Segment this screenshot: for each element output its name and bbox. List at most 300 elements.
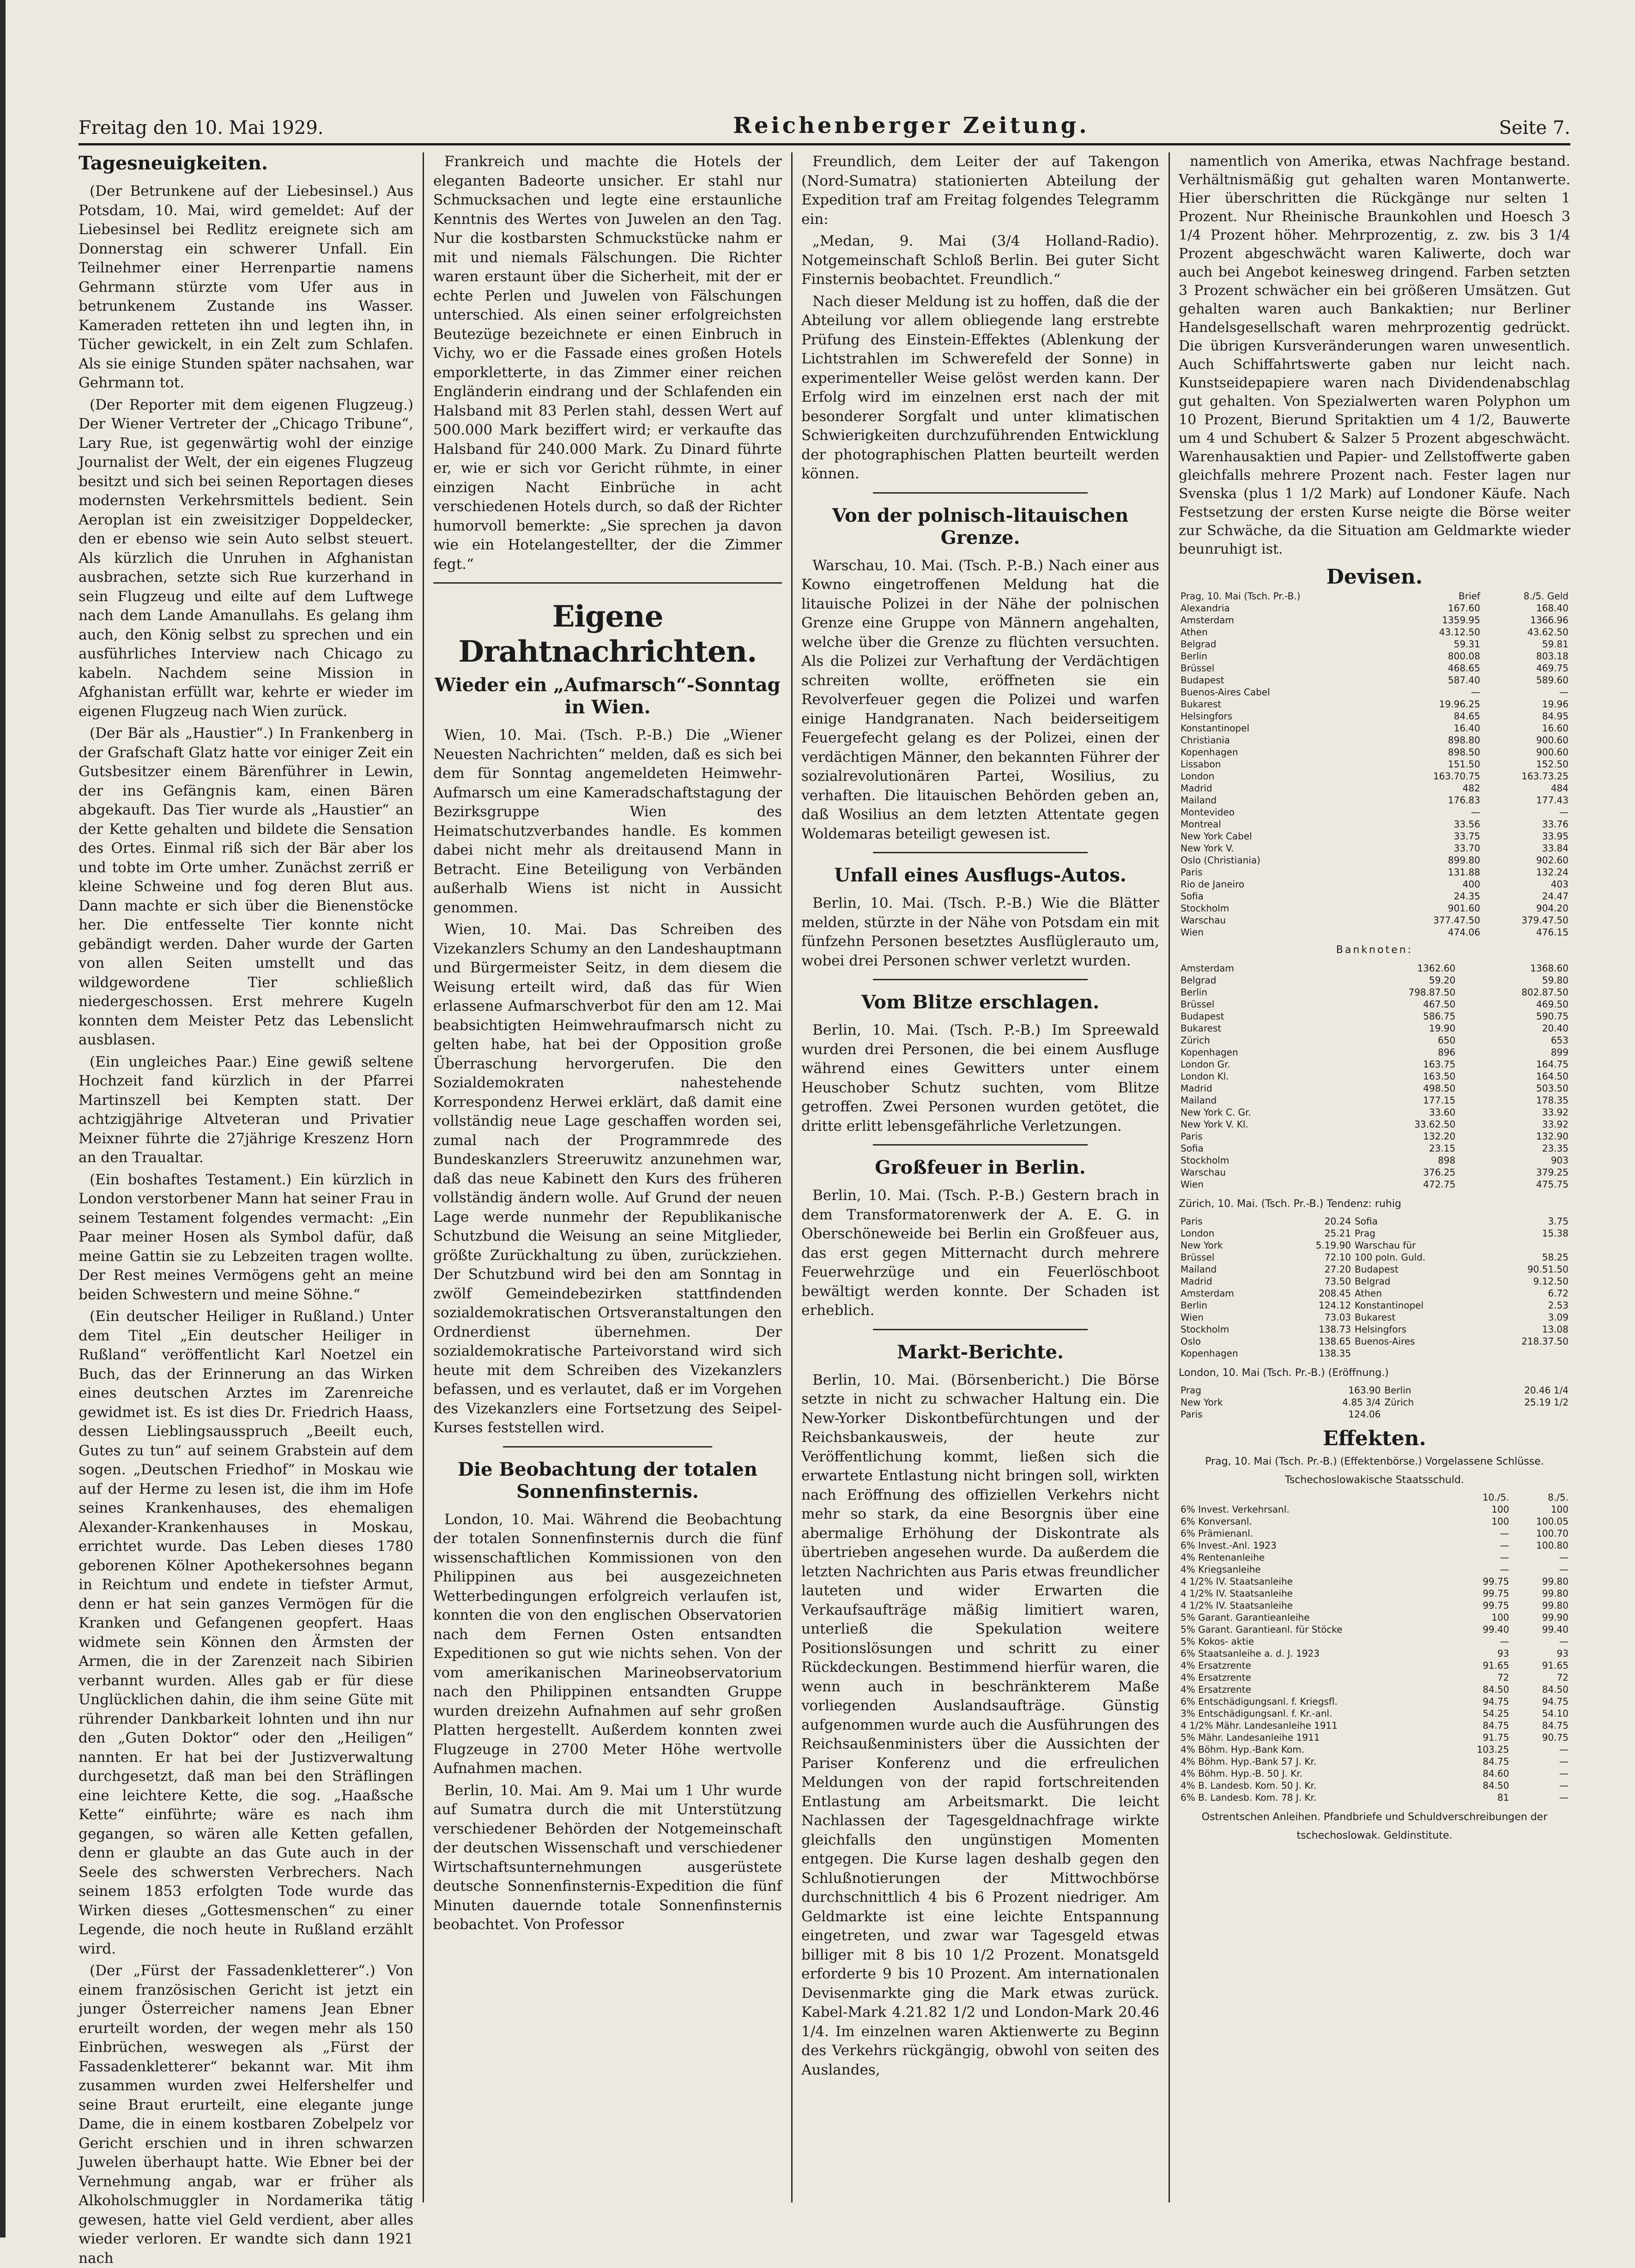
table-cell: 99.75 [1483, 1576, 1509, 1587]
news-item: (Der Reporter mit dem eigenen Flugzeug.) Der Wiener Vertreter der „Chicago Tribune“, Lary Rue, ist gegenwärtig wohl der einzige Journalist der Welt, der ein eigenes Flugzeug besitzt und sich bei seinen Reportagen dieses modernsten Verkehrsmittels bedient. Sein Aeroplan ist ein zweisitziger Doppeldecker, den er ebenso wie sein Auto selbst steuert. Als kürzlich die Unruhen in Afghanistan ausbrachen, setzte sich Rue kurzerhand in sein Flugzeug und eilte auf dem Luftwege nach dem Lande Amanullahs. Es gelang ihm auch, den König selbst zu sprechen und ein ausführliches Interview nach Chicago zu kabeln. Nachdem seine Mission in Afghanistan erfüllt war, kehrte er wieder im eigenen Flugzeug nach Wien zurück. [79, 396, 413, 720]
table-cell: 475.75 [1536, 1179, 1568, 1190]
table-cell: 6% B. Landesb. Kom. 78 J. Kr. [1181, 1792, 1317, 1803]
table-row [1179, 1659, 1570, 1671]
table-cell: 90.51.50 [1527, 1264, 1568, 1275]
table-cell: 93 [1556, 1648, 1568, 1659]
table-cell: 900.60 [1536, 735, 1568, 746]
article-paragraph: Nach dieser Meldung ist zu hoffen, daß die der Abteilung vor allem obliegende lang erstrebte Prüfung des Einstein-Effektes (Ablenkung der Lichtstrahlen im Schwerefeld der Sonne) in experimenteller Weise gelöst werden kann. Der Erfolg wird im einzelnen erst nach der mit besonderer Sorgfalt und unter klimatischen Schwierigkeiten durchzuführenden Entwicklung der photographischen Platten beurteilt werden können. [801, 293, 1159, 482]
effekten-rows [1179, 1503, 1570, 1804]
article-paragraph: Berlin, 10. Mai. (Tsch. P.-B.) Gestern brach in dem Transformatorenwerk der A. E. G. in Oberschöneweide bei Berlin ein Großfeuer aus, das erst gegen Mitternacht durch mehrere Feuerwehrzüge und ein Feuerlöschboot bewältigt werden konnte. Der Schaden ist erheblich. [801, 1187, 1159, 1319]
table-row [1179, 818, 1570, 830]
divider [433, 582, 782, 584]
table-cell: 798.87.50 [1408, 987, 1456, 998]
article-paragraph: Berlin, 10. Mai. (Tsch. P.-B.) Im Spreewald wurden drei Personen, die bei einem Ausfluge während eines Gewitters unter einem Heuschober Schutz suchten, vom Blitze getroffen. Zwei Personen wurden getötet, die dritte erlitt lebensgefährliche Verletzungen. [801, 1022, 1159, 1134]
table-cell: 902.60 [1536, 855, 1568, 866]
table-cell: — [1500, 1564, 1509, 1575]
table-cell: Rio de Janeiro [1181, 879, 1245, 890]
table-cell: Belgrad [1355, 1276, 1391, 1287]
table-cell: Helsingfors [1355, 1324, 1407, 1335]
table-cell: 33.92 [1542, 1119, 1568, 1130]
table-cell: 20.40 [1542, 1023, 1568, 1034]
table-cell: Prag [1181, 1385, 1201, 1396]
london-rows [1179, 1384, 1570, 1420]
table-cell: 400 [1462, 879, 1480, 890]
table-row [1179, 1719, 1570, 1731]
table-cell: 176.83 [1447, 795, 1480, 806]
table-header-row [1179, 590, 1570, 602]
table-cell: 5% Mähr. Landesanleihe 1911 [1181, 1732, 1320, 1743]
table-row [1179, 770, 1570, 782]
table-cell: 33.95 [1542, 831, 1568, 842]
table-cell: 43.62.50 [1527, 627, 1568, 638]
table-cell: — [1500, 1528, 1509, 1539]
table-cell: 94.75 [1483, 1696, 1509, 1707]
table-cell: Brüssel [1181, 999, 1215, 1010]
table-cell: 99.40 [1542, 1624, 1568, 1635]
table-cell: 4% Kriegsanleihe [1181, 1564, 1261, 1575]
table-cell: 91.65 [1542, 1660, 1568, 1671]
table-row [1179, 1384, 1570, 1396]
london-heading: London, 10. Mai (Tsch. Pr.-B.) (Eröffnung.) [1179, 1367, 1389, 1379]
table-row [1179, 794, 1570, 806]
table-cell: 84.75 [1542, 1720, 1568, 1731]
table-cell: 72 [1556, 1672, 1568, 1683]
table-row [1179, 1743, 1570, 1755]
table-row [1179, 1263, 1570, 1275]
table-cell: 9.12.50 [1533, 1276, 1568, 1287]
table-row [1179, 1695, 1570, 1707]
table-cell: 152.50 [1536, 759, 1568, 770]
table-cell: 590.75 [1536, 1011, 1568, 1022]
table-cell: — [1559, 1636, 1568, 1647]
table-cell: Warschau [1181, 1167, 1226, 1178]
table-cell: 4 1/2% IV. Staatsanleihe [1181, 1576, 1293, 1587]
table-cell: 896 [1438, 1047, 1456, 1058]
table-cell: 167.60 [1447, 603, 1480, 614]
table-cell: 163.75 [1423, 1059, 1456, 1070]
table-cell: Budapest [1181, 1011, 1224, 1022]
table-cell: Kopenhagen [1181, 1047, 1238, 1058]
table-cell: 24.47 [1542, 891, 1568, 902]
table-cell: 4 1/2% IV. Staatsanleihe [1181, 1600, 1293, 1611]
table-header: Brief [1459, 591, 1480, 602]
table-cell: 3.75 [1548, 1216, 1568, 1227]
table-row [1179, 1178, 1570, 1190]
table-row [1179, 746, 1570, 758]
table-cell: 100 [1491, 1516, 1509, 1527]
table-cell: Warschau [1181, 915, 1226, 926]
table-cell: Madrid [1181, 1276, 1212, 1287]
table-row [1179, 686, 1570, 698]
divider [873, 1144, 1088, 1146]
column-divider [423, 152, 424, 2202]
table-cell: 132.20 [1423, 1131, 1456, 1142]
table-cell: — [1559, 687, 1568, 698]
table-cell: 4% Böhm. Hyp.-Bank 57 J. Kr. [1181, 1756, 1317, 1767]
column-divider [1169, 152, 1170, 2202]
table-cell: 467.50 [1423, 999, 1456, 1010]
table-cell: 163.73.25 [1521, 771, 1568, 782]
table-row [1179, 650, 1570, 662]
table-cell: 379.25 [1536, 1167, 1568, 1178]
article-headline: Unfall eines Ausflugs-Autos. [834, 864, 1126, 886]
table-cell: Christiania [1181, 735, 1230, 746]
table-cell: 1366.96 [1530, 615, 1568, 626]
table-cell: 5% Garant. Garantieanleihe [1181, 1612, 1310, 1623]
table-cell: 84.50 [1483, 1780, 1509, 1791]
table-row [1179, 1527, 1570, 1539]
table-row [1179, 1010, 1570, 1022]
table-cell: 4% B. Landesb. Kom. 50 J. Kr. [1181, 1780, 1317, 1791]
effekten-heading: Prag, 10. Mai (Tsch. Pr.-B.) (Effektenbörse.) Vorgelassene Schlüsse. Tschechoslowakische Staatsschuld. [1205, 1456, 1544, 1486]
table-cell: 33.56 [1453, 819, 1480, 830]
table-cell: 84.50 [1483, 1684, 1509, 1695]
table-cell: 19.96.25 [1439, 699, 1480, 710]
table-row [1179, 1118, 1570, 1130]
table-cell: 33.76 [1542, 819, 1568, 830]
table-row [1179, 926, 1570, 938]
table-cell: 100 poln. Guld. [1355, 1252, 1426, 1263]
london-table [1179, 1384, 1570, 1420]
table-cell: Wien [1181, 1179, 1204, 1190]
table-cell: Bukarest [1355, 1312, 1396, 1323]
table-cell: 25.21 [1324, 1228, 1351, 1239]
article-paragraph: Wien, 10. Mai. Das Schreiben des Vizekanzlers Schumy an den Landeshauptmann und Bürgermeister Seitz, in dem diesem die Weisung erteilt wird, daß das für Wien erlassene Aufmarschverbot für den am 12. Mai beabsichtigten Heimwehraufmarsch nicht zu gelten habe, hat bei der Opposition große Überraschung hervorgerufen. Die den Sozialdemokraten nahestehende Korrespondenz Herwei erklärt, daß damit eine vollständig neue Lage geschaffen worden sei, zumal nach der Programmrede des Bundeskanzlers Streeruwitz anzunehmen war, daß das neue Kabinett den Kurs des früheren vollständig ändern wolle. Auf Grund der neuen Lage werde nunmehr der Republikanische Schutzbund die Weisung an seine Mitglieder, größte Zurückhaltung zu üben, zurückziehen. Der Schutzbund wird bei den am Sonntag in zwölf Gemeindebezirken stattfindenden sozialdemokratischen Ortsveranstaltungen den Ordnerdienst übernehmen. Der sozialdemokratische Parteivorstand wird sich heute mit dem Schreiben des Vizekanzlers befassen, und es verlautet, daß er im Vorgehen des Vizekanzlers eine Fortsetzung des Seipel-Kurses feststellen wird. [433, 921, 782, 1436]
table-row [1179, 1215, 1570, 1227]
table-cell: 803.18 [1536, 651, 1568, 662]
table-cell: New York V. [1181, 843, 1234, 854]
table-cell: 27.20 [1324, 1264, 1351, 1275]
table-cell: 1368.60 [1530, 963, 1568, 974]
table-cell: 59.20 [1429, 975, 1456, 986]
article-paragraph: Berlin, 10. Mai. (Börsenbericht.) Die Börse setzte in nicht zu schwacher Haltung ein. Die New-Yorker Diskontbefürchtungen und der Reichsbankausweis, der heute zur Veröffentlichung kommt, ließen sich die erwartete Entlastung nicht bringen soll, wirkten nach Eröffnung des offiziellen Verkehrs nicht mehr so stark, da eine Besorgnis über eine abermalige Erhöhung der Diskontrate als übertrieben angesehen wurde. Da außerdem die letzten Nachrichten aus Paris etwas freundlicher lauteten und wider Erwarten die Verkaufsaufträge mäßig limitiert waren, unterließ die Spekulation weitere Positionslösungen und schritt zu einer Rückdeckungen. Bestimmend hierfür waren, die wenn auch in beschränkterem Maße vorliegenden Auslandsaufträge. Günstig aufgenommen wurde auch die Ausführungen des Reichsaußenministers über die Aussichten der Pariser Konferenz und die erfreulichen Meldungen von der rapid fortschreitenden Entlastung am Arbeitsmarkt. Die leicht Nachlassen der Tagesgeldnachfrage wirkte gleichfalls den ungünstigen Momenten entgegen. Die Kurse lagen deshalb gegen den Schlußnotierungen der Mittwochbörse durchschnittlich 4 bis 6 Prozent niedriger. Am Geldmarkte ist eine leichte Entspannung eingetreten, und zwar war Tagesgeld etwas billiger mit 8 bis 10 1/2 Prozent. Monatsgeld erforderte 9 bis 10 Prozent. Am internationalen Devisenmarkte ging die Mark etwas zurück. Kabel-Mark 4.21.82 1/2 und London-Mark 20.46 1/4. Im einzelnen waren Aktienwerte zu Beginn des Verkehrs rückgängig, obwohl von seiten des Auslandes, [801, 1371, 1159, 2078]
news-item: (Der Betrunkene auf der Liebesinsel.) Aus Potsdam, 10. Mai, wird gemeldet: Auf der Liebesinsel bei Redlitz ereignete sich am Donnerstag ein schwerer Unfall. Ein Teilnehmer einer Herrenpartie namens Gehrmann stürzte vom Ufer aus in betrunkenem Zustande ins Wasser. Kameraden retteten ihn und legten ihn, in Tücher gewickelt, in ein Zelt zum Schlafen. Als sie einige Stunden später nachsahen, war Gehrmann tot. [79, 183, 413, 391]
table-cell: 33.60 [1429, 1107, 1456, 1118]
table-cell: Stockholm [1181, 1155, 1229, 1166]
table-cell: Kopenhagen [1181, 1348, 1238, 1359]
table-row [1179, 722, 1570, 734]
table-row [1179, 1142, 1570, 1154]
table-cell: 163.70.75 [1433, 771, 1480, 782]
banknoten-title: Banknoten: [1336, 944, 1413, 956]
table-row [1179, 1731, 1570, 1743]
banknoten-table [1179, 962, 1570, 1190]
table-cell: 901.60 [1447, 903, 1480, 914]
table-cell: 482 [1462, 783, 1480, 794]
table-cell: 4% Ersatzrente [1181, 1672, 1251, 1683]
banknoten-rows [1179, 962, 1570, 1190]
issue-date: Freitag den 10. Mai 1929. [79, 117, 324, 139]
table-row [1179, 674, 1570, 686]
table-cell: 84.65 [1453, 711, 1480, 722]
table-cell: Oslo (Christiania) [1181, 855, 1260, 866]
table-cell: 33.92 [1542, 1107, 1568, 1118]
table-cell: 59.31 [1453, 639, 1480, 650]
table-cell: 13.08 [1542, 1324, 1568, 1335]
table-row [1179, 662, 1570, 674]
table-cell: 6% Prämienanl. [1181, 1528, 1254, 1539]
table-cell: 103.25 [1477, 1744, 1509, 1755]
table-cell: Wien [1181, 1312, 1204, 1323]
table-cell: 4 1/2% IV. Staatsanleihe [1181, 1588, 1293, 1599]
table-row [1179, 1551, 1570, 1563]
table-cell: 73.50 [1324, 1276, 1351, 1287]
table-cell: Montreal [1181, 819, 1221, 830]
table-cell: New York [1181, 1397, 1223, 1408]
table-cell: 72.10 [1324, 1252, 1351, 1263]
table-cell: 5% Garant. Garantieanl. für Stöcke [1181, 1624, 1343, 1635]
table-cell: 100.05 [1536, 1516, 1568, 1527]
table-row [1179, 1335, 1570, 1347]
table-cell: New York V. Kl. [1181, 1119, 1248, 1130]
table-cell: Amsterdam [1181, 1288, 1235, 1299]
table-row [1179, 1647, 1570, 1659]
table-row [1179, 902, 1570, 914]
table-cell: Stockholm [1181, 1324, 1229, 1335]
table-cell: 469.50 [1536, 999, 1568, 1010]
table-row [1179, 1635, 1570, 1647]
table-row [1179, 1239, 1570, 1251]
table-cell: 218.37.50 [1521, 1336, 1568, 1347]
table-cell: 20.46 1/4 [1524, 1385, 1568, 1396]
divider [503, 1446, 712, 1448]
table-row [1179, 914, 1570, 926]
table-row [1179, 1070, 1570, 1082]
table-cell: 99.75 [1483, 1588, 1509, 1599]
table-cell: Budapest [1181, 675, 1224, 686]
table-cell: 84.50 [1542, 1684, 1568, 1695]
table-cell: Oslo [1181, 1336, 1201, 1347]
table-header-row [1179, 1491, 1570, 1503]
table-row [1179, 1575, 1570, 1587]
table-cell: 5% Kokos- aktie [1181, 1636, 1254, 1647]
table-row [1179, 1034, 1570, 1046]
table-cell: — [1500, 1552, 1509, 1563]
table-cell: Wien [1181, 927, 1204, 938]
table-cell: Budapest [1355, 1264, 1399, 1275]
table-cell: Buenos-Aires [1355, 1336, 1415, 1347]
table-row [1179, 1671, 1570, 1683]
table-cell: 100 [1550, 1504, 1568, 1515]
table-cell: 91.75 [1483, 1732, 1509, 1743]
table-row [1179, 1791, 1570, 1804]
table-cell: 24.35 [1453, 891, 1480, 902]
table-cell: Kopenhagen [1181, 747, 1238, 758]
table-cell: 58.25 [1542, 1252, 1568, 1263]
zuerich-rows [1179, 1215, 1570, 1359]
table-cell: 99.80 [1542, 1600, 1568, 1611]
table-cell: 54.10 [1542, 1708, 1568, 1719]
table-row [1179, 1166, 1570, 1178]
table-cell: Mailand [1181, 795, 1217, 806]
table-cell: Buenos-Aires Cabel [1181, 687, 1270, 698]
table-cell: Berlin [1181, 987, 1208, 998]
column-1 [79, 152, 413, 2267]
table-cell: 138.73 [1319, 1324, 1351, 1335]
masthead-rule [79, 143, 1570, 145]
column-3 [801, 152, 1159, 2202]
table-row [1179, 866, 1570, 878]
table-header [1179, 1491, 1452, 1503]
table-cell: Sofia [1355, 1216, 1378, 1227]
table-cell: 4% Böhm. Hyp.-Bank Kom. [1181, 1744, 1305, 1755]
devisen-rows [1179, 602, 1570, 938]
table-cell: 802.87.50 [1521, 987, 1568, 998]
table-cell: Mailand [1181, 1095, 1217, 1106]
table-cell: 6% Staatsanleihe a. d. J. 1923 [1181, 1648, 1320, 1659]
table-cell: 84.95 [1542, 711, 1568, 722]
table-cell: Paris [1181, 1409, 1203, 1420]
table-row [1179, 974, 1570, 986]
table-cell: Bukarest [1181, 1023, 1222, 1034]
table-row [1179, 1130, 1570, 1142]
table-cell: Montevideo [1181, 807, 1235, 818]
table-row [1179, 890, 1570, 902]
table-cell: Amsterdam [1181, 963, 1235, 974]
table-cell: 587.40 [1447, 675, 1480, 686]
table-cell: 84.75 [1483, 1720, 1509, 1731]
table-cell: — [1559, 1564, 1568, 1575]
table-cell: Mailand [1181, 1264, 1217, 1275]
table-row [1179, 710, 1570, 722]
table-cell: 6% Konversanl. [1181, 1516, 1252, 1527]
table-cell: London Kl. [1181, 1071, 1229, 1082]
table-cell: 403 [1550, 879, 1568, 890]
table-cell: 3% Entschädigungsanl. f. Kr.-anl. [1181, 1708, 1332, 1719]
table-row [1179, 1503, 1570, 1515]
table-cell: 904.20 [1536, 903, 1568, 914]
table-cell: 33.70 [1453, 843, 1480, 854]
table-cell: 3.09 [1548, 1312, 1568, 1323]
table-row [1179, 854, 1570, 866]
table-cell: 33.75 [1453, 831, 1480, 842]
effekten-title: Effekten. [1323, 1427, 1426, 1450]
table-cell: 589.60 [1536, 675, 1568, 686]
newspaper-title: Reichenberger Zeitung. [733, 113, 1090, 139]
table-cell [1382, 1408, 1459, 1420]
table-cell: 23.35 [1542, 1143, 1568, 1154]
table-cell: 100.70 [1536, 1528, 1568, 1539]
article-continuation: Frankreich und machte die Hotels der eleganten Badeorte unsicher. Er stahl nur Schmucksachen und legte eine erstaunliche Kenntnis des Wertes von Juwelen an den Tag. Nur die kostbarsten Schmuckstücke nahm er mit und niemals Fälschungen. Die Richter waren erstaunt über die Sicherheit, mit der er echte Perlen und Juwelen von Fälschungen unterschied. Als einen seiner erfolgreichsten Beutezüge bezeichnete er einen Einbruch in Vichy, wo er die Fassade eines großen Hotels emporkletterte, in das Zimmer einer reichen Engländerin eindrang und der Schlafenden ein Halsband mit 83 Perlen stahl, dessen Wert auf 500.000 Mark beziffert wird; er verkaufte das Halsband für 240.000 Mark. Zu Dinard führte er, wie er sich vor Gericht rühmte, in einer einzigen Nacht Einbrüche in acht verschiedenen Hotels durch, so daß der Richter humorvoll bemerkte: „Sie sprechen ja davon wie ein Hotelangestellter, der die Zimmer fegt.“ [433, 153, 782, 573]
table-cell: Warschau für [1355, 1240, 1416, 1251]
divider [873, 979, 1088, 980]
table-cell: London [1181, 771, 1215, 782]
article-headline: Markt-Berichte. [897, 1341, 1064, 1363]
table-cell: New York C. Gr. [1181, 1107, 1251, 1118]
table-row [1179, 1022, 1570, 1034]
table-cell: Bukarest [1181, 699, 1222, 710]
table-cell [1482, 1239, 1570, 1251]
table-cell: 19.90 [1429, 1023, 1456, 1034]
table-row [1179, 1275, 1570, 1287]
table-cell: 124.12 [1319, 1300, 1351, 1311]
table-cell: 99.40 [1483, 1624, 1509, 1635]
article-headline: Von der polnisch-litauischen Grenze. [832, 504, 1129, 549]
table-cell: 476.15 [1536, 927, 1568, 938]
table-cell: London Gr. [1181, 1059, 1230, 1070]
table-cell: Sofia [1181, 891, 1204, 902]
table-cell: Belgrad [1181, 639, 1217, 650]
table-cell: 898.80 [1447, 735, 1480, 746]
table-cell: 898 [1438, 1155, 1456, 1166]
table-cell: New York Cabel [1181, 831, 1252, 842]
table-cell: 25.19 1/2 [1524, 1397, 1568, 1408]
devisen-table [1179, 590, 1570, 938]
table-cell: 99.75 [1483, 1600, 1509, 1611]
table-cell: 99.90 [1542, 1612, 1568, 1623]
article-paragraph: Wien, 10. Mai. (Tsch. P.-B.) Die „Wiener Neuesten Nachrichten“ melden, daß es sich bei dem für Sonntag angemeldeten Heimwehr-Aufmarsch um eine Kameradschaftstagung der Bezirksgruppe Wien des Heimatschutzverbandes handle. Es kommen dabei nicht mehr als dreitausend Mann in Betracht. Eine Beteiligung von Verbänden außerhalb Wiens ist nicht in Aussicht genommen. [433, 727, 782, 916]
table-cell: 72 [1497, 1672, 1509, 1683]
table-cell: 6% Invest. Verkehrsanl. [1181, 1504, 1290, 1515]
table-cell: 376.25 [1423, 1167, 1456, 1178]
table-row [1179, 1058, 1570, 1070]
article-headline: Wieder ein „Aufmarsch“-Sonntag in Wien. [435, 674, 781, 718]
table-row [1179, 806, 1570, 818]
article-paragraph: Warschau, 10. Mai. (Tsch. P.-B.) Nach einer aus Kowno eingetroffenen Meldung hat die litauische Polizei in der Nähe der polnischen Grenze eine Gruppe von Männern angehalten, welche über die Grenze zu flüchten versuchten. Als die Polizei zur Verhaftung der Verdächtigen schreiten wollte, eröffneten sie ein Revolverfeuer gegen die Polizei und warfen einige Handgranaten. Nach beiderseitigem Feuergefecht gelang es der Polizei, einen der verdächtigen Männer, den bekannten Führer der sozialrevolutionären Partei, Wosilius, zu verhaften. Die litauischen Behörden geben an, daß Wosilius an dem letzten Attentate gegen Woldemaras beteiligt gewesen ist. [801, 557, 1159, 842]
table-row [1179, 842, 1570, 854]
table-row [1179, 1311, 1570, 1323]
table-row [1179, 1779, 1570, 1791]
table-cell: 2.53 [1548, 1300, 1568, 1311]
table-cell: Athen [1181, 627, 1208, 638]
column-2 [433, 152, 782, 2202]
table-cell: 903 [1550, 1155, 1568, 1166]
table-row [1179, 1623, 1570, 1635]
table-row [1179, 998, 1570, 1010]
divider [873, 492, 1088, 494]
table-cell: 4% Böhm. Hyp.-B. 50 J. Kr. [1181, 1768, 1303, 1779]
table-cell: London [1181, 1228, 1215, 1239]
news-item: (Der Bär als „Haustier“.) In Frankenberg in der Grafschaft Glatz hatte vor einiger Zeit ein Gutsbesitzer einem Bärenführer in Lewin, der ins Gefängnis kam, einen Bären abgekauft. Das Tier wurde als „Haustier“ an der Kette gehalten und bildete die Sensation des Ortes. Einmal riß sich der Bär aber los und tobte im Orte umher. Zunächst zerriß er kleine Schweine und fog deren Blut aus. Dann machte er sich über die Bienenstöcke her. Die entfesselte Tier konnte nicht gebändigt werden. Daher wurde der Garten von allen Seiten umstellt und das wildgewordene Tier schließlich niedergeschossen. Erst mehrere Kugeln konnten dem Meister Petz das Lebenslicht ausblasen. [79, 725, 413, 1048]
table-cell: 178.35 [1536, 1095, 1568, 1106]
table-row [1179, 1154, 1570, 1166]
table-cell: 4 1/2% Mähr. Landesanleihe 1911 [1181, 1720, 1338, 1731]
table-cell: Konstantinopel [1181, 723, 1250, 734]
table-row [1179, 1683, 1570, 1695]
table-cell: — [1559, 1768, 1568, 1779]
article-paragraph: Berlin, 10. Mai. Am 9. Mai um 1 Uhr wurde auf Sumatra durch die mit Unterstützung verschiedener Behörden der Notgemeinschaft der deutschen Wissenschaft und verschiedener Wirtschaftsunternehmungen ausgerüstete deutsche Sonnenfinsternis-Expedition die fünf Minuten dauernde totale Sonnenfinsternis beobachtet. Von Professor [433, 1782, 782, 1933]
table-cell: — [1559, 807, 1568, 818]
table-cell: 377.47.50 [1433, 915, 1480, 926]
effekten-table [1179, 1491, 1570, 1804]
table-cell: 899 [1550, 1047, 1568, 1058]
table-cell: — [1471, 807, 1480, 818]
table-row [1179, 1094, 1570, 1106]
table-cell: 177.43 [1536, 795, 1568, 806]
table-cell: — [1471, 687, 1480, 698]
table-cell: Brüssel [1181, 1252, 1215, 1263]
table-row [1179, 1396, 1570, 1408]
table-cell [1459, 1408, 1570, 1420]
table-cell: 124.06 [1348, 1409, 1381, 1420]
masthead [79, 106, 1570, 139]
table-cell: Amsterdam [1181, 615, 1235, 626]
table-row [1179, 782, 1570, 794]
article-headline: Die Beobachtung der totalen Sonnenfinsternis. [458, 1458, 757, 1502]
table-cell: Belgrad [1181, 975, 1217, 986]
table-cell: 484 [1550, 783, 1568, 794]
table-row [1179, 1587, 1570, 1599]
table-cell: Helsingfors [1181, 711, 1233, 722]
page-number: Seite 7. [1499, 117, 1570, 139]
table-cell: Brüssel [1181, 663, 1215, 674]
table-row [1179, 1539, 1570, 1551]
table-row [1179, 830, 1570, 842]
zuerich-table [1179, 1215, 1570, 1359]
article-continuation: Freundlich, dem Leiter der auf Takengon (Nord-Sumatra) stationierten Abteilung der Expedition traf am Freitag folgendes Telegramm ein: [801, 153, 1159, 228]
table-row [1179, 1707, 1570, 1719]
table-cell: 54.25 [1483, 1708, 1509, 1719]
